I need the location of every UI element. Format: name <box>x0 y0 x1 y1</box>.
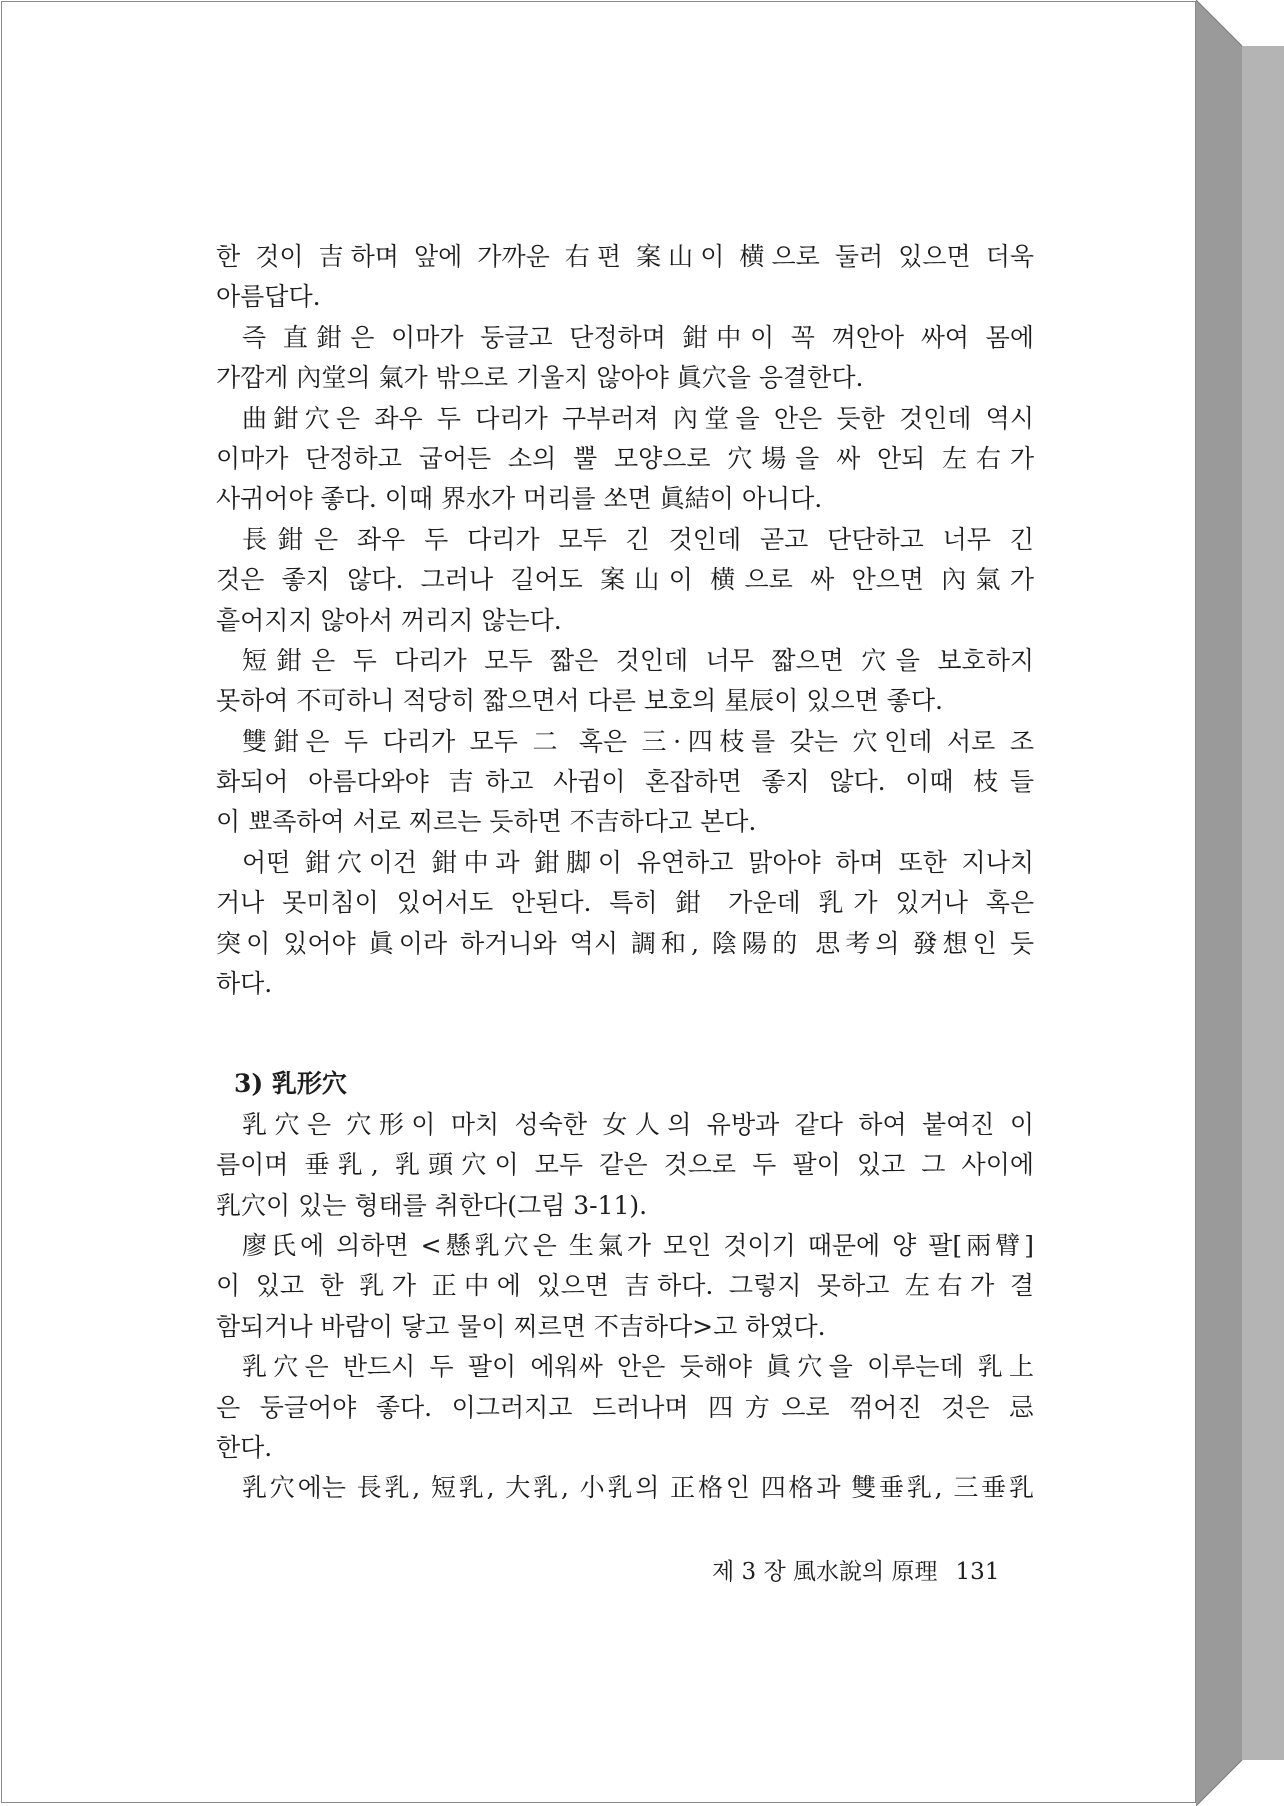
text-line: 廖氏에 의하면 <懸乳穴은 生氣가 모인 것이기 때문에 양 팔[兩臂] <box>242 1230 1034 1260</box>
text-line: 화되어 아름다와야 吉하고 사귐이 혼잡하면 좋지 않다. 이때 枝들 <box>216 767 1034 797</box>
section-gap <box>216 1004 1034 1064</box>
text-line: 長鉗은 좌우 두 다리가 모두 긴 것인데 곧고 단단하고 너무 긴 <box>242 524 1034 554</box>
text-line: 乳穴이 있는 형태를 취한다(그림 3-11). <box>216 1190 648 1220</box>
page-stack-edge <box>1196 0 1284 1806</box>
section-paragraphs <box>216 1105 1034 1509</box>
text-line: 이 뾰족하여 서로 찌르는 듯하면 不吉하다고 본다. <box>216 807 757 837</box>
text-line: 短鉗은 두 다리가 모두 짧은 것인데 너무 짧으면 穴을 보호하지 <box>242 645 1034 675</box>
text-line: 한다. <box>216 1432 273 1462</box>
text-line: 乳穴에는 長乳, 短乳, 大乳, 小乳의 正格인 四格과 雙垂乳, 三垂乳 <box>242 1473 1034 1503</box>
text-line: 突이 있어야 眞이라 하거니와 역시 調和, 陰陽的 思考의 發想인 듯 <box>216 928 1034 958</box>
text-line: 曲鉗穴은 좌우 두 다리가 구부러져 內堂을 안은 듯한 것인데 역시 <box>242 403 1034 433</box>
page-number: 131 <box>955 1559 1000 1585</box>
text-line: 함되거나 바람이 닿고 물이 찌르면 不吉하다>고 하였다. <box>216 1311 826 1341</box>
page-footer <box>712 1554 1012 1590</box>
text-line: 흩어지지 않아서 꺼리지 않는다. <box>216 605 562 635</box>
text-line: 것은 좋지 않다. 그러나 길어도 案山이 横으로 싸 안으면 內氣가 <box>216 565 1034 595</box>
running-footer-chapter: 제 3 장 風水說의 原理 <box>712 1559 938 1585</box>
text-line: 어떤 鉗穴이건 鉗中과 鉗脚이 유연하고 맑아야 하며 또한 지나치 <box>242 847 1034 877</box>
text-line: 이마가 단정하고 굽어든 소의 뿔 모양으로 穴場을 싸 안되 左右가 <box>216 443 1034 473</box>
text-line: 하다. <box>216 969 273 999</box>
text-line: 즉 直鉗은 이마가 둥글고 단정하며 鉗中이 꼭 껴안아 싸여 몸에 <box>242 322 1034 352</box>
page-text <box>216 237 1034 1509</box>
text-line: 은 둥글어야 좋다. 이그러지고 드러나며 四方으로 꺾어진 것은 忌 <box>216 1392 1034 1422</box>
text-line: 름이며 垂乳, 乳頭穴이 모두 같은 것으로 두 팔이 있고 그 사이에 <box>216 1150 1034 1180</box>
text-line: 사귀어야 좋다. 이때 界水가 머리를 쏘면 眞結이 아니다. <box>216 484 823 514</box>
text-line: 雙鉗은 두 다리가 모두 二 혹은 三·四枝를 갖는 穴인데 서로 조 <box>242 726 1034 756</box>
text-line: 이 있고 한 乳가 正中에 있으면 吉하다. 그렇지 못하고 左右가 결 <box>216 1271 1034 1301</box>
text-line: 못하여 不可하니 적당히 짧으면서 다른 보호의 星辰이 있으면 좋다. <box>216 686 943 716</box>
text-line: 한 것이 吉하며 앞에 가까운 右편 案山이 横으로 둘러 있으면 더욱 <box>216 242 1034 271</box>
section-heading: 3) 乳形穴 <box>234 1069 347 1099</box>
text-line: 거나 못미침이 있어서도 안된다. 특히 鉗 가운데 乳가 있거나 혹은 <box>216 888 1034 918</box>
text-line: 乳穴은 穴形이 마치 성숙한 女人의 유방과 같다 하여 붙여진 이 <box>242 1109 1034 1139</box>
body-paragraphs <box>216 237 1034 1004</box>
text-line: 아름답다. <box>216 282 321 312</box>
text-line: 가깝게 內堂의 氣가 밖으로 기울지 않아야 眞穴을 응결한다. <box>216 363 864 393</box>
text-line: 乳穴은 반드시 두 팔이 에워싸 안은 듯해야 眞穴을 이루는데 乳上 <box>242 1352 1034 1382</box>
